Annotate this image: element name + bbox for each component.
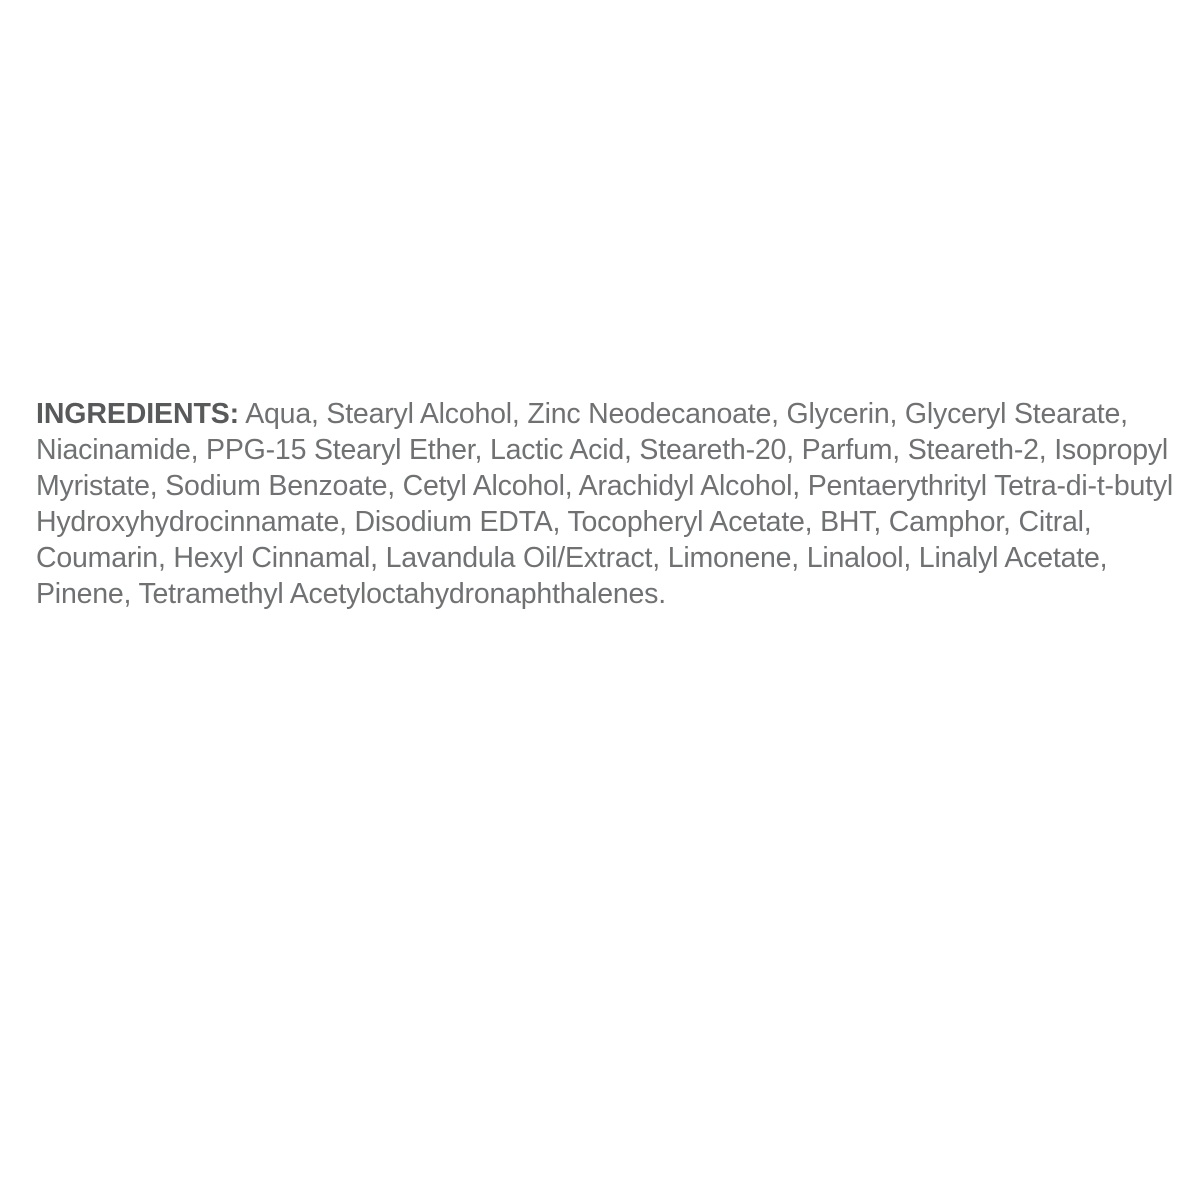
- ingredients-paragraph: [36, 396, 1181, 612]
- ingredients-section: [36, 396, 1181, 612]
- ingredients-label: INGREDIENTS:: [36, 398, 240, 430]
- ingredients-list-text: Aqua, Stearyl Alcohol, Zinc Neodecanoate, Glycerin, Glyceryl Stearate, Niacinamide, PPG-15 Stearyl Ether, Lactic Acid, Steareth-20, Parfum, Steareth-2, Isopropyl Myristate, Sodium Benzoate, Cetyl Alcohol, Arachidyl Alcohol, Pentaerythrityl Tetra-di-t-butyl Hydroxyhydrocinnamate, Disodium EDTA, Tocopheryl Acetate, BHT, Camphor, Citral, Coumarin, Hexyl Cinnamal, Lavandula Oil/Extract, Limonene, Linalool, Linalyl Acetate, Pinene, Tetramethyl Acetyloctahydronaphthalenes.: [36, 398, 1181, 610]
